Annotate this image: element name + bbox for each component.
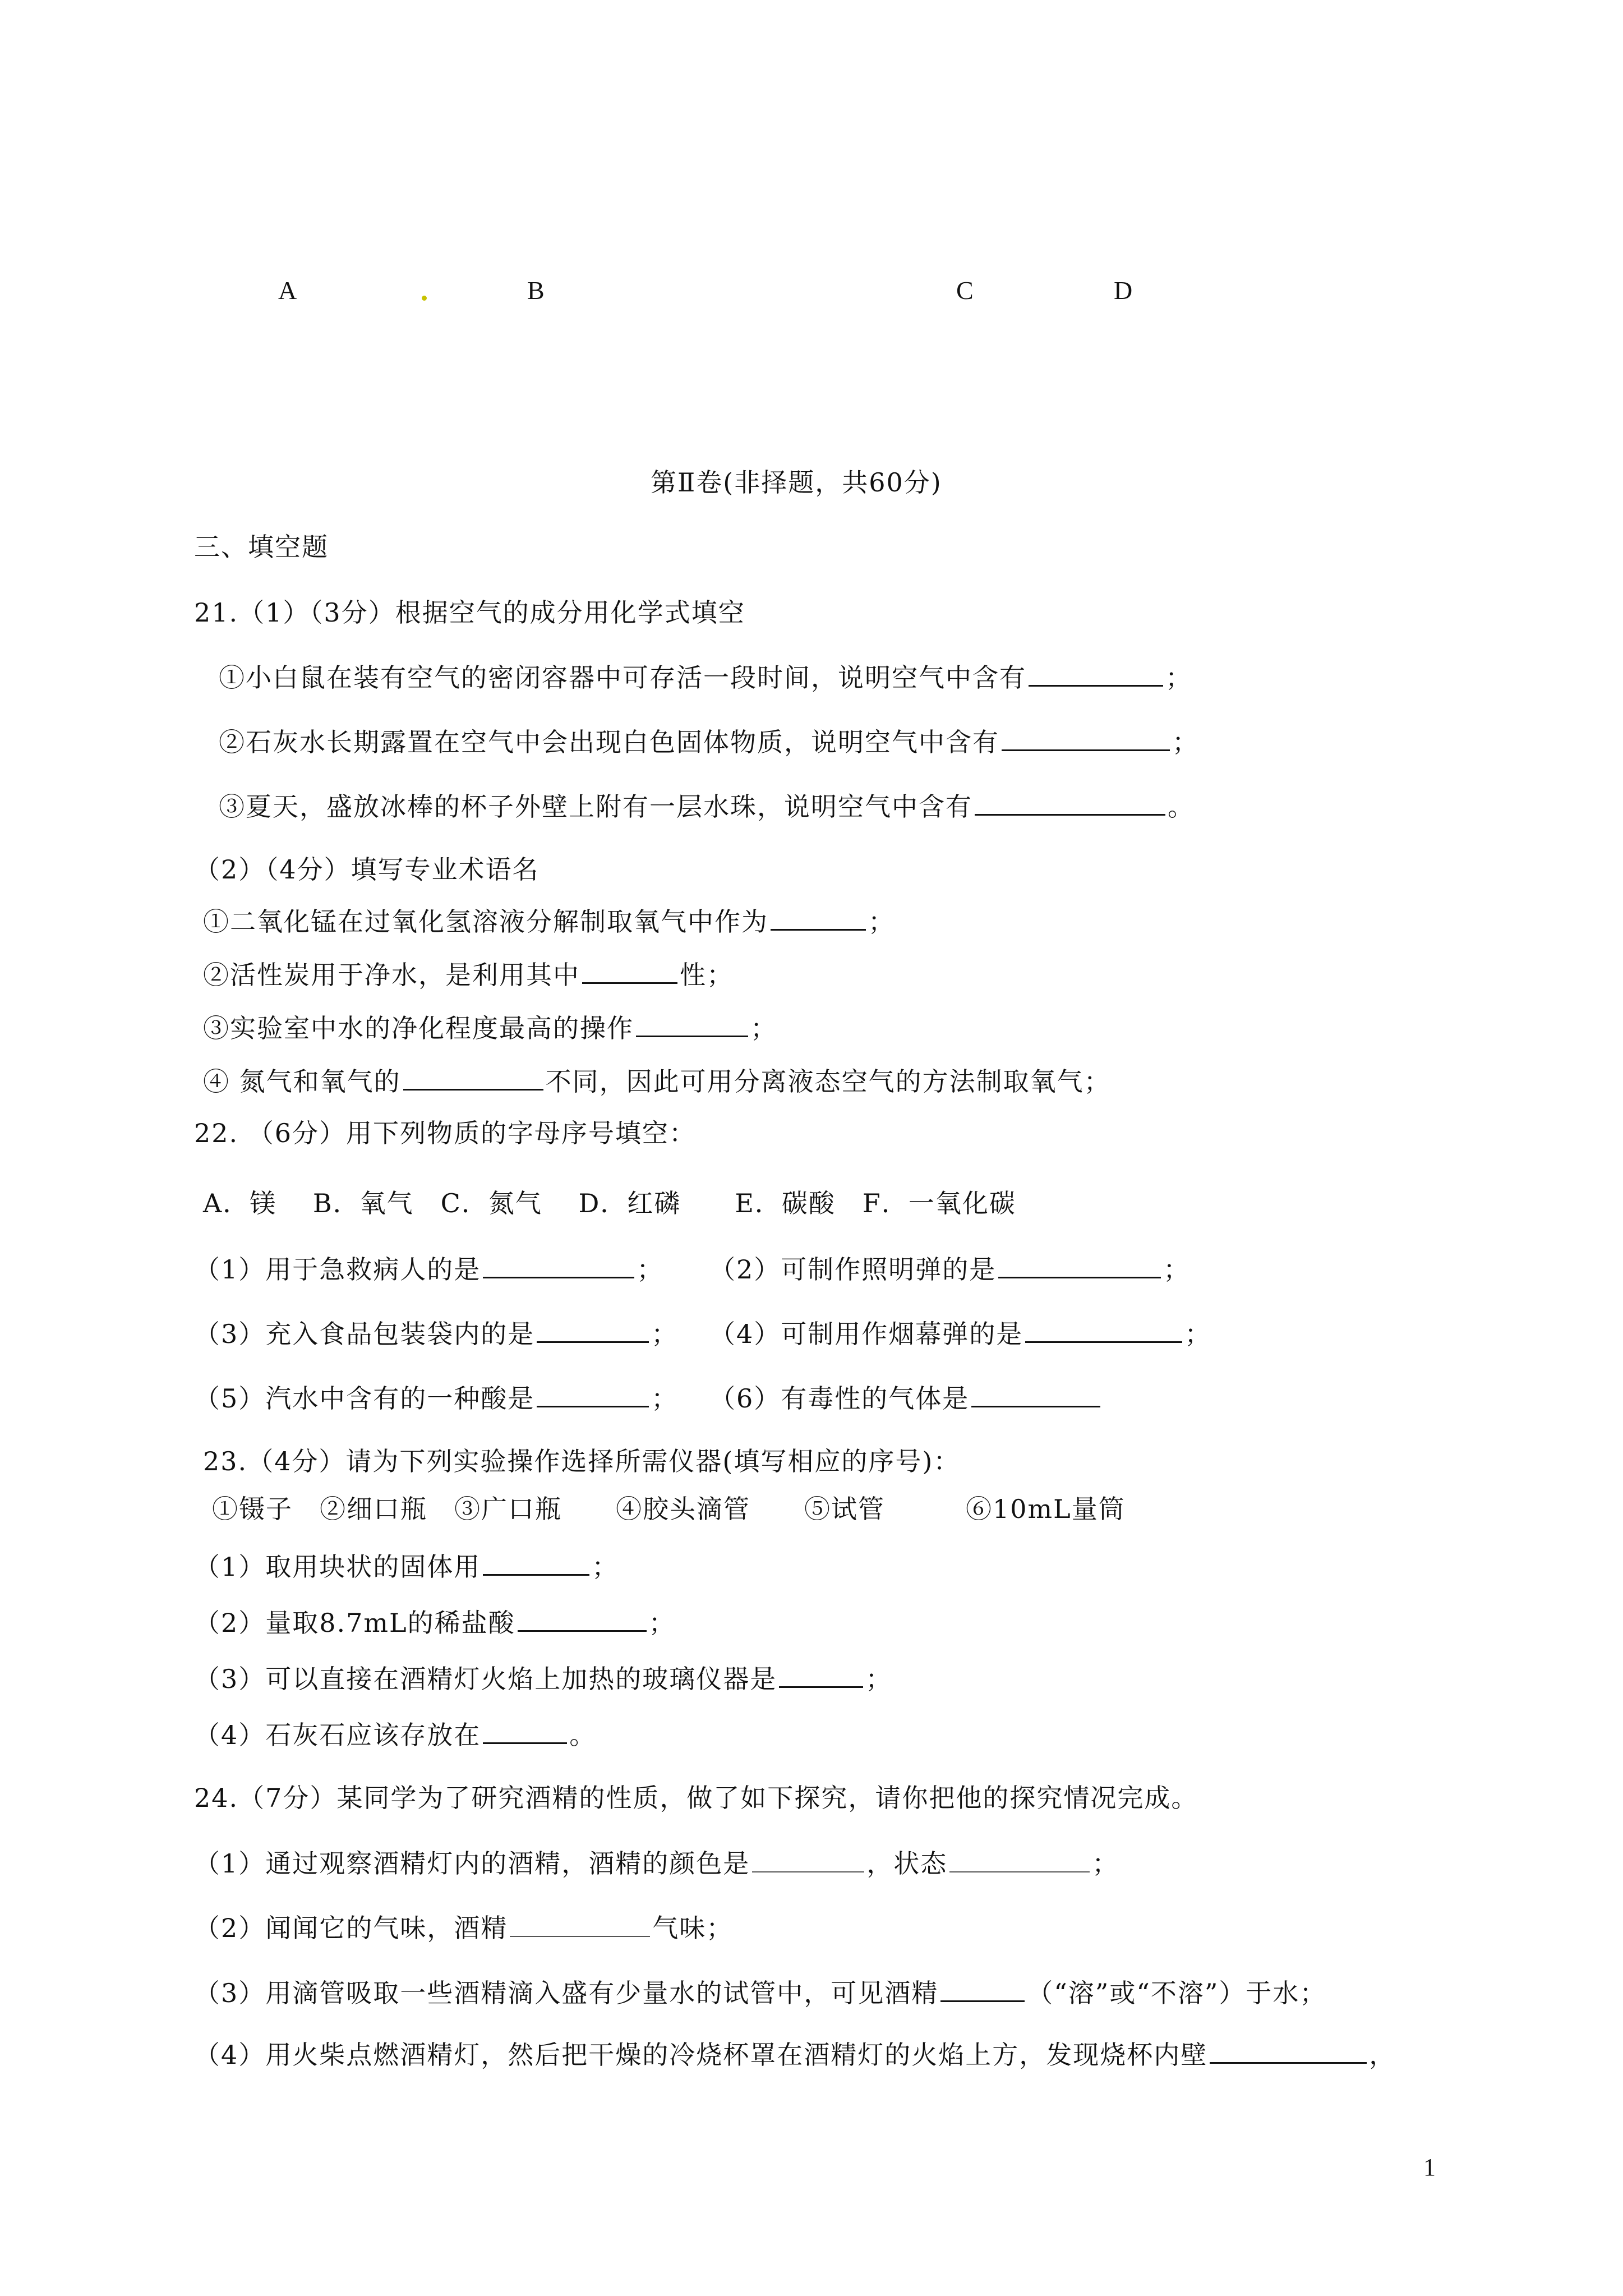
q21-term-blank-2[interactable] <box>582 956 677 984</box>
q23-instruments: ①镊子 ②细口瓶 ③广口瓶 ④胶头滴管 ⑤试管 ⑥10mL量筒 <box>212 1494 1126 1524</box>
q21-item-3-text: ③夏天，盛放冰棒的杯子外壁上附有一层水珠，说明空气中含有 <box>219 792 972 822</box>
q21-term-1-text: ①二氧化锰在过氧化氢溶液分解制取氧气中作为 <box>203 907 768 937</box>
q21-term-3-text: ③实验室中水的净化程度最高的操作 <box>203 1013 634 1043</box>
q24-t1-end: ； <box>1092 1848 1119 1879</box>
option-b-label: B <box>527 276 545 305</box>
q24-blank-2[interactable] <box>949 1846 1090 1872</box>
q24-t4-text: （4）用火柴点燃酒精灯，然后把干燥的冷烧杯罩在酒精灯的火焰上方，发现烧杯内壁 <box>194 2040 1208 2070</box>
q22-blank-5[interactable] <box>537 1380 649 1407</box>
q22-choices: A．镁 B．氧气 C．氮气 D．红磷 E．碳酸 F．一氧化碳 <box>203 1188 1016 1218</box>
q21-term-4-text: ④ 氮气和氧气的 <box>203 1066 401 1097</box>
q22-row-1b <box>709 1251 1190 1286</box>
q21-item-2 <box>219 724 1199 759</box>
option-a-label: A <box>278 276 297 305</box>
q24-blank-1[interactable] <box>752 1846 864 1872</box>
q21-item-1-end: ； <box>1165 662 1192 693</box>
q22-r1a-end: ； <box>637 1254 664 1285</box>
q22-r1b-text: （2）可制作照明弹的是 <box>709 1254 997 1285</box>
q22-blank-3[interactable] <box>537 1315 649 1343</box>
q22-stem: 22. （6分）用下列物质的字母序号填空： <box>194 1118 697 1148</box>
q23-sub-3 <box>194 1660 892 1696</box>
q22-r3a-text: （5）汽水中含有的一种酸是 <box>194 1383 535 1414</box>
q23-s4-end: 。 <box>569 1720 597 1750</box>
q21-item-2-text: ②石灰水长期露置在空气中会出现白色固体物质，说明空气中含有 <box>219 727 999 757</box>
q23-s1-end: ； <box>592 1552 619 1582</box>
q24-t1-text: （1）通过观察酒精灯内的酒精，酒精的颜色是 <box>194 1848 750 1879</box>
q21-stem: 21.（1）（3分）根据空气的成分用化学式填空 <box>194 597 745 628</box>
q24-t3-end: （“溶”或“不溶”）于水； <box>1027 1978 1327 2008</box>
q21-term-blank-3[interactable] <box>636 1010 748 1037</box>
q22-row-2b <box>709 1315 1211 1351</box>
q22-r3b-text: （6）有毒性的气体是 <box>709 1383 970 1414</box>
q21-term-1-end: ； <box>868 907 895 937</box>
q21-term-blank-4[interactable] <box>403 1063 543 1091</box>
q23-blank-1[interactable] <box>483 1548 589 1576</box>
page-number: 1 <box>1423 2154 1436 2181</box>
q22-r1b-end: ； <box>1163 1254 1191 1285</box>
q22-blank-6[interactable] <box>971 1380 1100 1407</box>
q22-r1a-text: （1）用于急救病人的是 <box>194 1254 481 1285</box>
q23-sub-2 <box>194 1604 676 1640</box>
q21-part-2: （2）（4分）填写专业术语名 <box>194 854 540 885</box>
q24-item-3 <box>194 1975 1326 2010</box>
q21-item-3-end: 。 <box>1168 792 1195 822</box>
q23-blank-3[interactable] <box>779 1660 863 1688</box>
q21-blank-1[interactable] <box>1029 659 1163 687</box>
q23-s1-text: （1）取用块状的固体用 <box>194 1552 481 1582</box>
q24-t4-end: ， <box>1369 2040 1396 2070</box>
q22-row-2 <box>194 1315 678 1351</box>
q21-term-blank-1[interactable] <box>771 903 866 931</box>
q24-t1-mid: ，状态 <box>866 1848 948 1879</box>
section-heading: 第Ⅱ卷(非择题，共60分) <box>651 467 942 498</box>
q23-sub-1 <box>194 1548 619 1584</box>
q22-r2a-end: ； <box>651 1319 679 1349</box>
q23-s3-end: ； <box>865 1664 893 1694</box>
q23-s4-text: （4）石灰石应该存放在 <box>194 1720 481 1750</box>
q22-r2b-text: （4）可制用作烟幕弹的是 <box>709 1319 1023 1349</box>
q21-term-1 <box>203 903 895 938</box>
q21-item-3 <box>219 788 1195 823</box>
option-c-label: C <box>956 276 974 305</box>
q21-term-2-end: 性； <box>680 960 734 990</box>
q24-t3-text: （3）用滴管吸取一些酒精滴入盛有少量水的试管中，可见酒精 <box>194 1978 939 2008</box>
q21-term-2-text: ②活性炭用于净水，是利用其中 <box>203 960 580 990</box>
q21-term-3-end: ； <box>750 1013 777 1043</box>
q23-s2-text: （2）量取8.7mL的稀盐酸 <box>194 1608 515 1638</box>
q24-item-4 <box>194 2036 1396 2072</box>
q21-blank-3[interactable] <box>975 788 1165 816</box>
q23-blank-4[interactable] <box>483 1717 567 1744</box>
q22-r2b-end: ； <box>1184 1319 1212 1349</box>
q23-s2-end: ； <box>648 1608 676 1638</box>
q24-item-1 <box>194 1846 1119 1880</box>
q22-blank-1[interactable] <box>483 1251 634 1278</box>
q23-sub-4 <box>194 1717 596 1752</box>
q21-term-3 <box>203 1010 777 1045</box>
q24-blank-3[interactable] <box>510 1910 650 1937</box>
q24-item-2 <box>194 1910 733 1945</box>
q24-stem: 24.（7分）某同学为了研究酒精的性质，做了如下探究，请你把他的探究情况完成。 <box>194 1783 1198 1813</box>
q23-s3-text: （3）可以直接在酒精灯火焰上加热的玻璃仪器是 <box>194 1664 777 1694</box>
q21-term-4-end: 不同，因此可用分离液态空气的方法制取氧气； <box>545 1066 1111 1097</box>
q21-item-1-text: ①小白鼠在装有空气的密闭容器中可存活一段时间，说明空气中含有 <box>219 662 1026 693</box>
q21-term-4 <box>203 1063 1111 1098</box>
q22-r3a-end: ； <box>651 1383 679 1414</box>
q21-term-2 <box>203 956 734 992</box>
q21-item-1 <box>219 659 1192 694</box>
q22-blank-4[interactable] <box>1025 1315 1182 1343</box>
q22-row-3 <box>194 1380 678 1415</box>
q21-item-2-end: ； <box>1172 727 1199 757</box>
q21-blank-2[interactable] <box>1002 724 1170 751</box>
q23-blank-2[interactable] <box>518 1604 647 1632</box>
q22-row-3b <box>709 1380 1103 1415</box>
q23-stem: 23.（4分）请为下列实验操作选择所需仪器(填写相应的序号)： <box>203 1446 961 1476</box>
yellow-dot <box>422 296 427 301</box>
option-d-label: D <box>1114 276 1133 305</box>
part-three-heading: 三、填空题 <box>194 532 329 562</box>
q22-row-1 <box>194 1251 663 1286</box>
q22-r2a-text: （3）充入食品包装袋内的是 <box>194 1319 535 1349</box>
q24-blank-5[interactable] <box>1210 2036 1367 2064</box>
q24-blank-4[interactable] <box>940 1975 1025 2002</box>
q22-blank-2[interactable] <box>998 1251 1161 1278</box>
q24-t2-end: 气味； <box>652 1913 734 1943</box>
q24-t2-text: （2）闻闻它的气味，酒精 <box>194 1913 508 1943</box>
